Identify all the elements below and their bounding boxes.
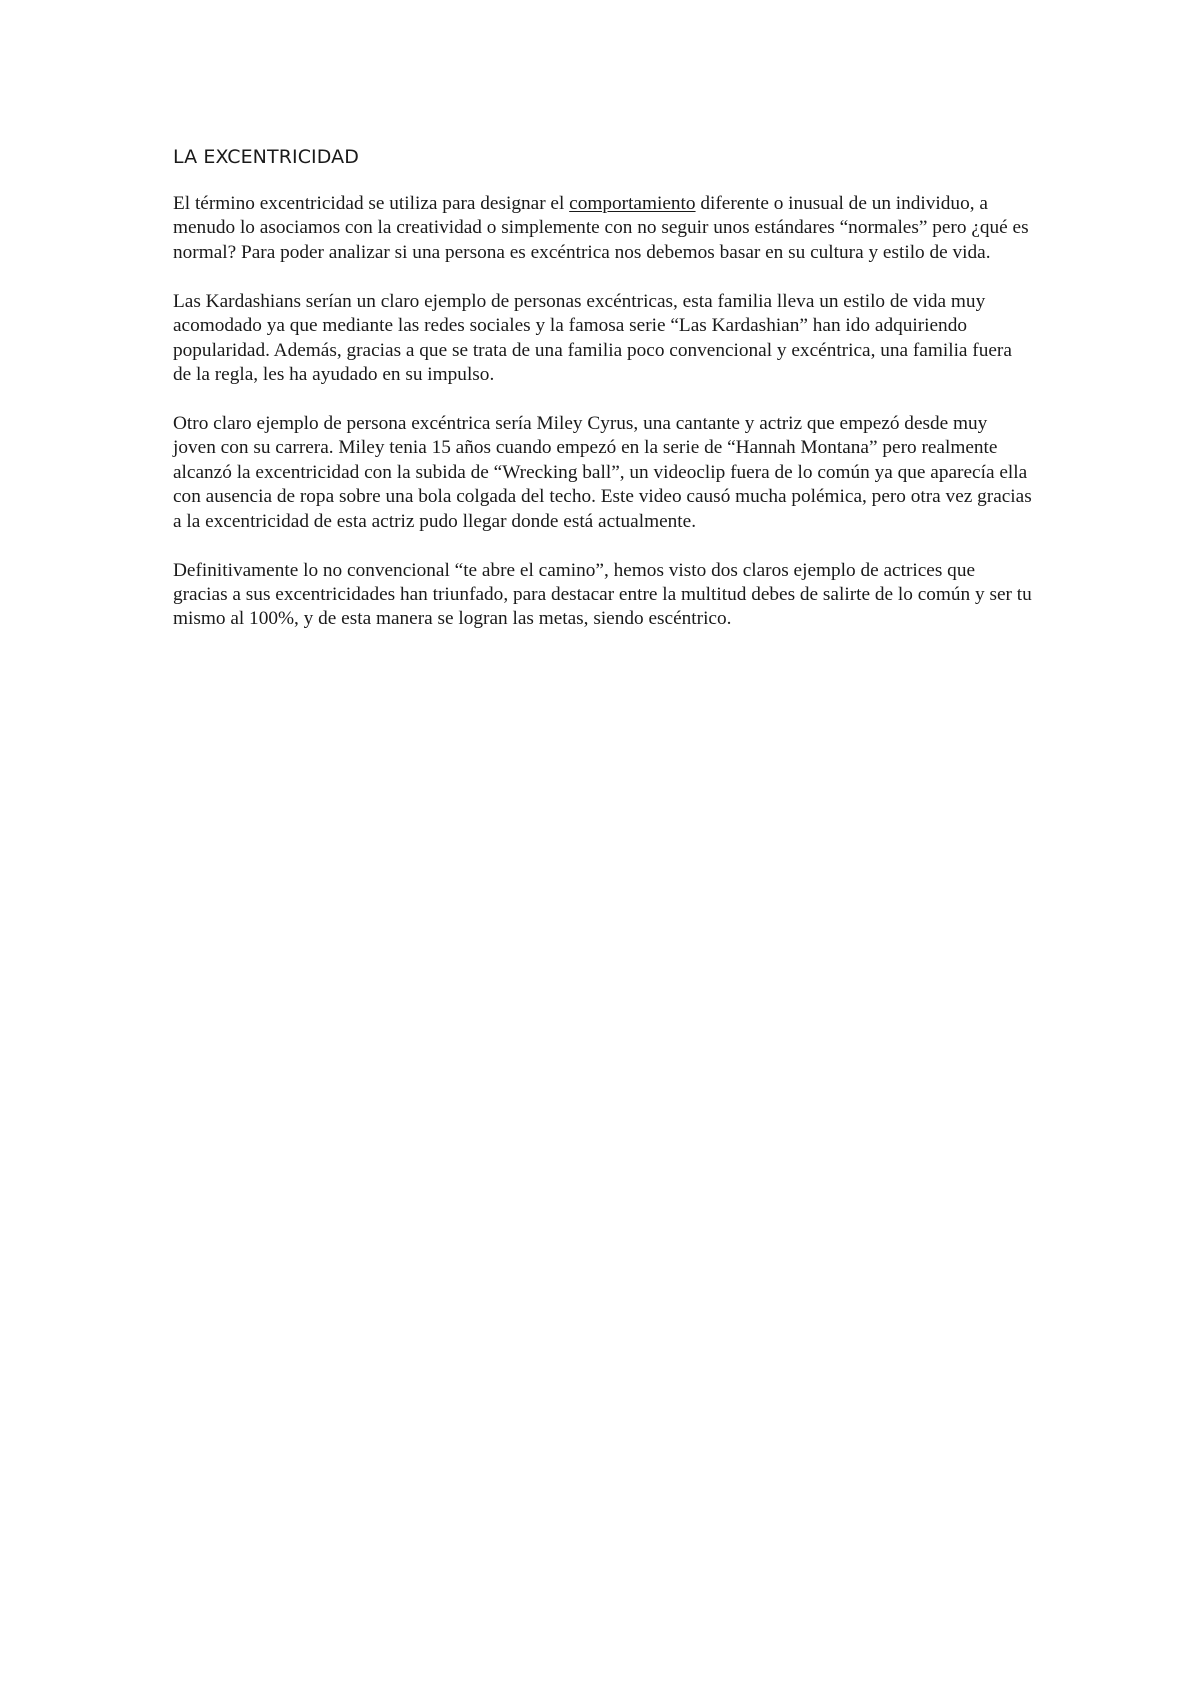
paragraph-1-text-end: diferente o inusual de un individuo, a menudo lo asociamos con la creatividad o simplemente con no seguir unos estándares “normales” pero ¿qué es normal? Para poder analizar si una persona es excéntrica nos debemos basar en su cultura y estilo de vida.	[173, 193, 1029, 263]
document-title: LA EXCENTRICIDAD	[173, 146, 359, 168]
paragraph-1-text-start: El término excentricidad se utiliza para designar el	[173, 193, 570, 214]
paragraph-1	[173, 192, 1033, 265]
paragraph-2: Las Kardashians serían un claro ejemplo de personas excéntricas, esta familia lleva un estilo de vida muy acomodado ya que mediante las redes sociales y la famosa serie “Las Kardashian” han ido adquiriendo popularidad. Además, gracias a que se trata de una familia poco convencional y excéntrica, una familia fuera de la regla, les ha ayudado en su impulso.	[173, 290, 1012, 386]
paragraph-3: Otro claro ejemplo de persona excéntrica sería Miley Cyrus, una cantante y actriz que empezó desde muy joven con su carrera. Miley tenia 15 años cuando empezó en la serie de “Hannah Montana” pero realmente alcanzó la excentricidad con la subida de “Wrecking ball”, un videoclip fuera de lo común ya que aparecía ella con ausencia de ropa sobre una bola colgada del techo. Este video causó mucha polémica, pero otra vez gracias a la excentricidad de esta actriz pudo llegar donde está actualmente.	[173, 413, 1032, 532]
paragraph-4: Definitivamente lo no convencional “te abre el camino”, hemos visto dos claros ejemplo de actrices que gracias a sus excentricidades han triunfado, para destacar entre la multitud debes de salirte de lo común y ser tu mismo al 100%, y de esta manera se logran las metas, siendo escéntrico.	[173, 559, 1032, 630]
underlined-word: comportamiento	[569, 193, 696, 214]
document-body	[173, 146, 1033, 656]
